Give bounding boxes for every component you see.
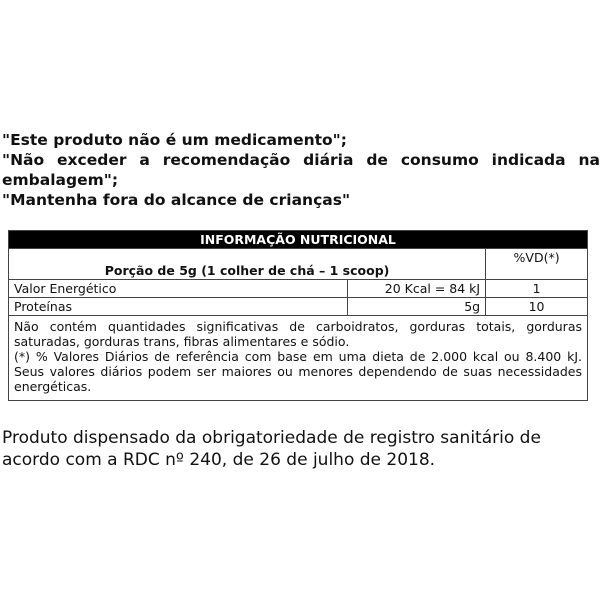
notes-row	[9, 316, 588, 401]
note-daily-values: (*) % Valores Diários de referência com base em uma dieta de 2.000 kcal ou 8.400 kJ. Seus valores diários podem ser maiores ou menores dependendo de suas necessidades energéticas.	[14, 349, 582, 394]
nutrition-table-title: INFORMAÇÃO NUTRICIONAL	[9, 231, 588, 249]
vd-header: %VD(*)	[486, 249, 588, 280]
nutrition-table-header	[9, 231, 588, 249]
table-row	[9, 298, 588, 316]
serving-row	[9, 249, 588, 280]
warning-daily-limit	[2, 150, 600, 190]
nutrient-value: 5g	[348, 298, 486, 316]
warning-children: "Mantenha fora do alcance de crianças"	[2, 191, 351, 209]
nutrient-name: Proteínas	[9, 298, 348, 316]
nutrient-vd: 10	[486, 298, 588, 316]
nutrition-table	[8, 230, 588, 401]
warnings-block	[2, 130, 600, 210]
nutrient-name: Valor Energético	[9, 280, 348, 298]
warning-daily-limit-text: "Não exceder a recomendação diária de consumo indicada na embalagem";	[2, 151, 600, 189]
note-not-significant: Não contém quantidades significativas de carboidratos, gorduras totais, gorduras saturadas, gorduras trans, fibras alimentares e sódio.	[14, 319, 582, 349]
nutrient-vd: 1	[486, 280, 588, 298]
nutrient-value: 20 Kcal = 84 kJ	[348, 280, 486, 298]
table-row	[9, 280, 588, 298]
registration-notice: Produto dispensado da obrigatoriedade de registro sanitário de acordo com a RDC nº 240, de 26 de julho de 2018.	[2, 428, 541, 470]
warning-not-medicine: "Este produto não é um medicamento";	[2, 131, 347, 149]
serving-size: Porção de 5g (1 colher de chá – 1 scoop)	[9, 249, 486, 280]
table-notes	[9, 316, 588, 401]
